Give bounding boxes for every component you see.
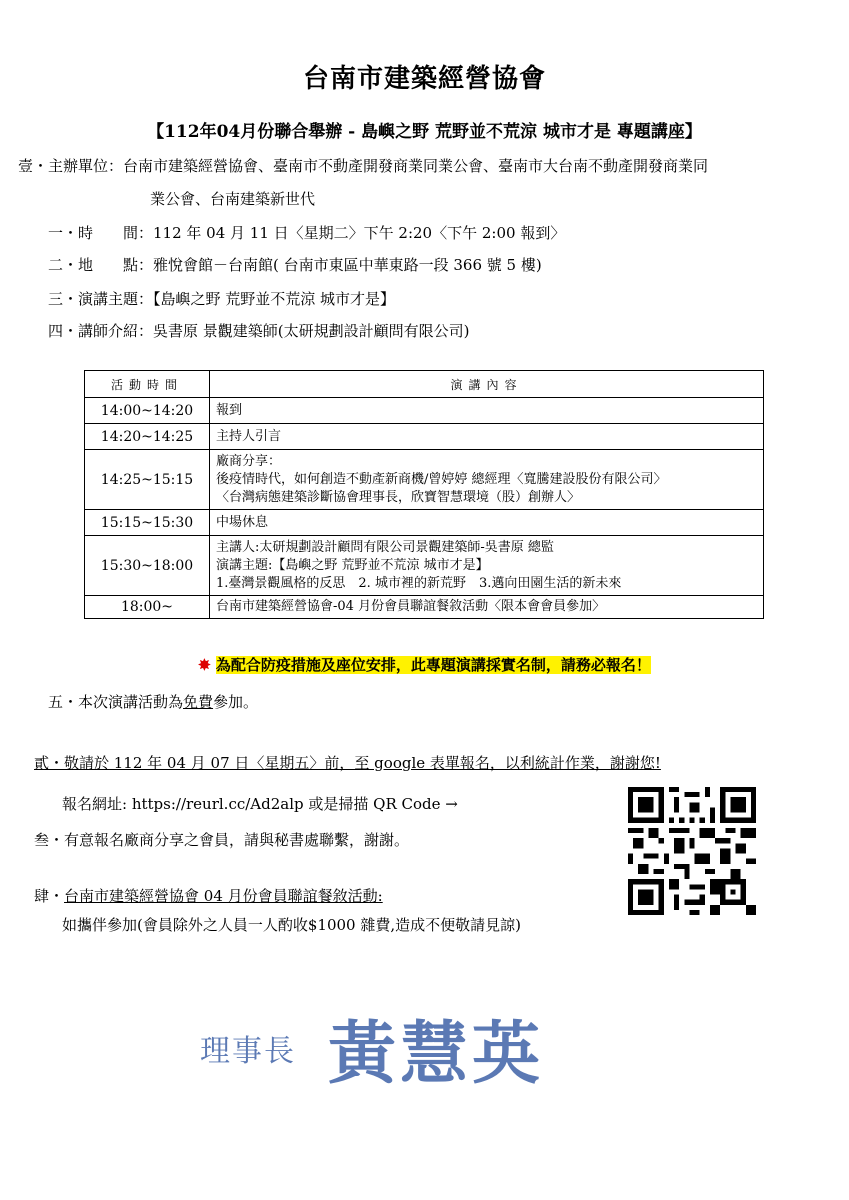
table-row [85, 450, 764, 510]
qr-code-icon[interactable] [628, 787, 756, 915]
document-subtitle: 【112年04月份聯合舉辦 - 島嶼之野 荒野並不荒涼 城市才是 專題講座】 [147, 122, 702, 142]
schedule-header-row [85, 371, 764, 398]
row-content [210, 596, 764, 619]
row-content-line: 台南市建築經營協會-04 月份會員聯誼餐敘活動〈限本會會員參加〉 [216, 599, 606, 614]
document-title: 台南市建築經營協會 [302, 64, 546, 94]
place-line: 二・地 點：雅悅會館－台南館( 台南市東區中華東路一段 366 號 5 樓) [48, 256, 542, 274]
row-content-line: 報到 [216, 402, 243, 418]
row-content [210, 536, 764, 596]
row-content-line: 演講主題:【島嶼之野 荒野並不荒涼 城市才是】 [216, 557, 489, 573]
table-row [85, 424, 764, 450]
row-content [210, 510, 764, 536]
row-content-line: 後疫情時代，如何創造不動產新商機/曾婷婷 總經理〈寬騰建設股份有限公司〉 [216, 471, 667, 487]
topic-line: 三・演講主題：【島嶼之野 荒野並不荒涼 城市才是】 [48, 290, 396, 308]
row-content-line: 1.臺灣景觀風格的反思 2. 城市裡的新荒野 3.邁向田園生活的新未來 [216, 575, 622, 591]
registration-line: 貳・敬請於 112 年 04 月 07 日〈星期五〉前，至 google 表單報名，以利統計作業，謝謝您! [34, 754, 661, 772]
schedule-body [85, 398, 764, 619]
share-line: 叁・有意報名廠商分享之會員，請與秘書處聯繫，謝謝。 [34, 831, 410, 849]
free-pre: 五・本次演講活動為 [48, 693, 184, 711]
row-content-line: 中場休息 [216, 514, 269, 530]
organizer-section [18, 155, 708, 176]
star-icon: ✸ [198, 656, 211, 674]
row-content-line: 主持人引言 [216, 428, 282, 444]
organizer-line-1: 台南市建築經營協會、臺南市不動產開發商業同業公會、臺南市大台南不動產開發商業同 [123, 157, 709, 175]
header-time: 活動時間 [85, 371, 210, 398]
header-content: 演講內容 [210, 371, 764, 398]
row-time: 18:00~ [85, 596, 210, 619]
registration-url[interactable]: 報名網址: https://reurl.cc/Ad2alp 或是掃描 QR Code → [62, 795, 458, 813]
schedule-table [84, 370, 764, 619]
free-word: 免費 [183, 693, 214, 711]
speaker-line: 四・講師介紹：吳書原 景觀建築師(太研規劃設計顧問有限公司) [48, 322, 470, 340]
row-content-line: 主講人:太研規劃設計顧問有限公司景觀建築師-吳書原 總監 [216, 539, 554, 555]
notice-text: 為配合防疫措施及座位安排，此專題演講採實名制，請務必報名！ [215, 656, 651, 674]
row-time: 14:20~14:25 [85, 424, 210, 450]
free-post: 參加。 [213, 693, 259, 711]
row-content-line: 〈台灣病態建築診斷協會理事長，欣寶智慧環境（股）創辦人〉 [216, 489, 581, 505]
table-row [85, 510, 764, 536]
row-time: 14:25~15:15 [85, 450, 210, 510]
table-row [85, 596, 764, 619]
table-row [85, 536, 764, 596]
notice-line [0, 654, 849, 675]
free-line [48, 691, 258, 712]
organizer-label: 壹・主辦單位： [18, 157, 124, 175]
row-time: 15:15~15:30 [85, 510, 210, 536]
row-content [210, 424, 764, 450]
organizer-line-2: 業公會、台南建築新世代 [150, 190, 316, 208]
dinner-note: 如攜伴參加(會員除外之人員一人酌收$1000 雜費,造成不便敬請見諒) [62, 916, 521, 934]
dinner-line [34, 885, 383, 906]
dinner-title: 台南市建築經營協會 04 月份會員聯誼餐敘活動: [64, 887, 383, 905]
row-content-line: 廠商分享： [216, 453, 282, 469]
dinner-label: 肆・ [34, 887, 65, 905]
table-row [85, 398, 764, 424]
signature-title: 理事長 [200, 1034, 296, 1069]
row-content [210, 398, 764, 424]
signature-name: 黃慧英 [328, 1014, 545, 1094]
row-time: 14:00~14:20 [85, 398, 210, 424]
row-time: 15:30~18:00 [85, 536, 210, 596]
time-line: 一・時 間：112 年 04 月 11 日〈星期二〉下午 2:20〈下午 2:00 報到〉 [48, 224, 566, 242]
row-content [210, 450, 764, 510]
